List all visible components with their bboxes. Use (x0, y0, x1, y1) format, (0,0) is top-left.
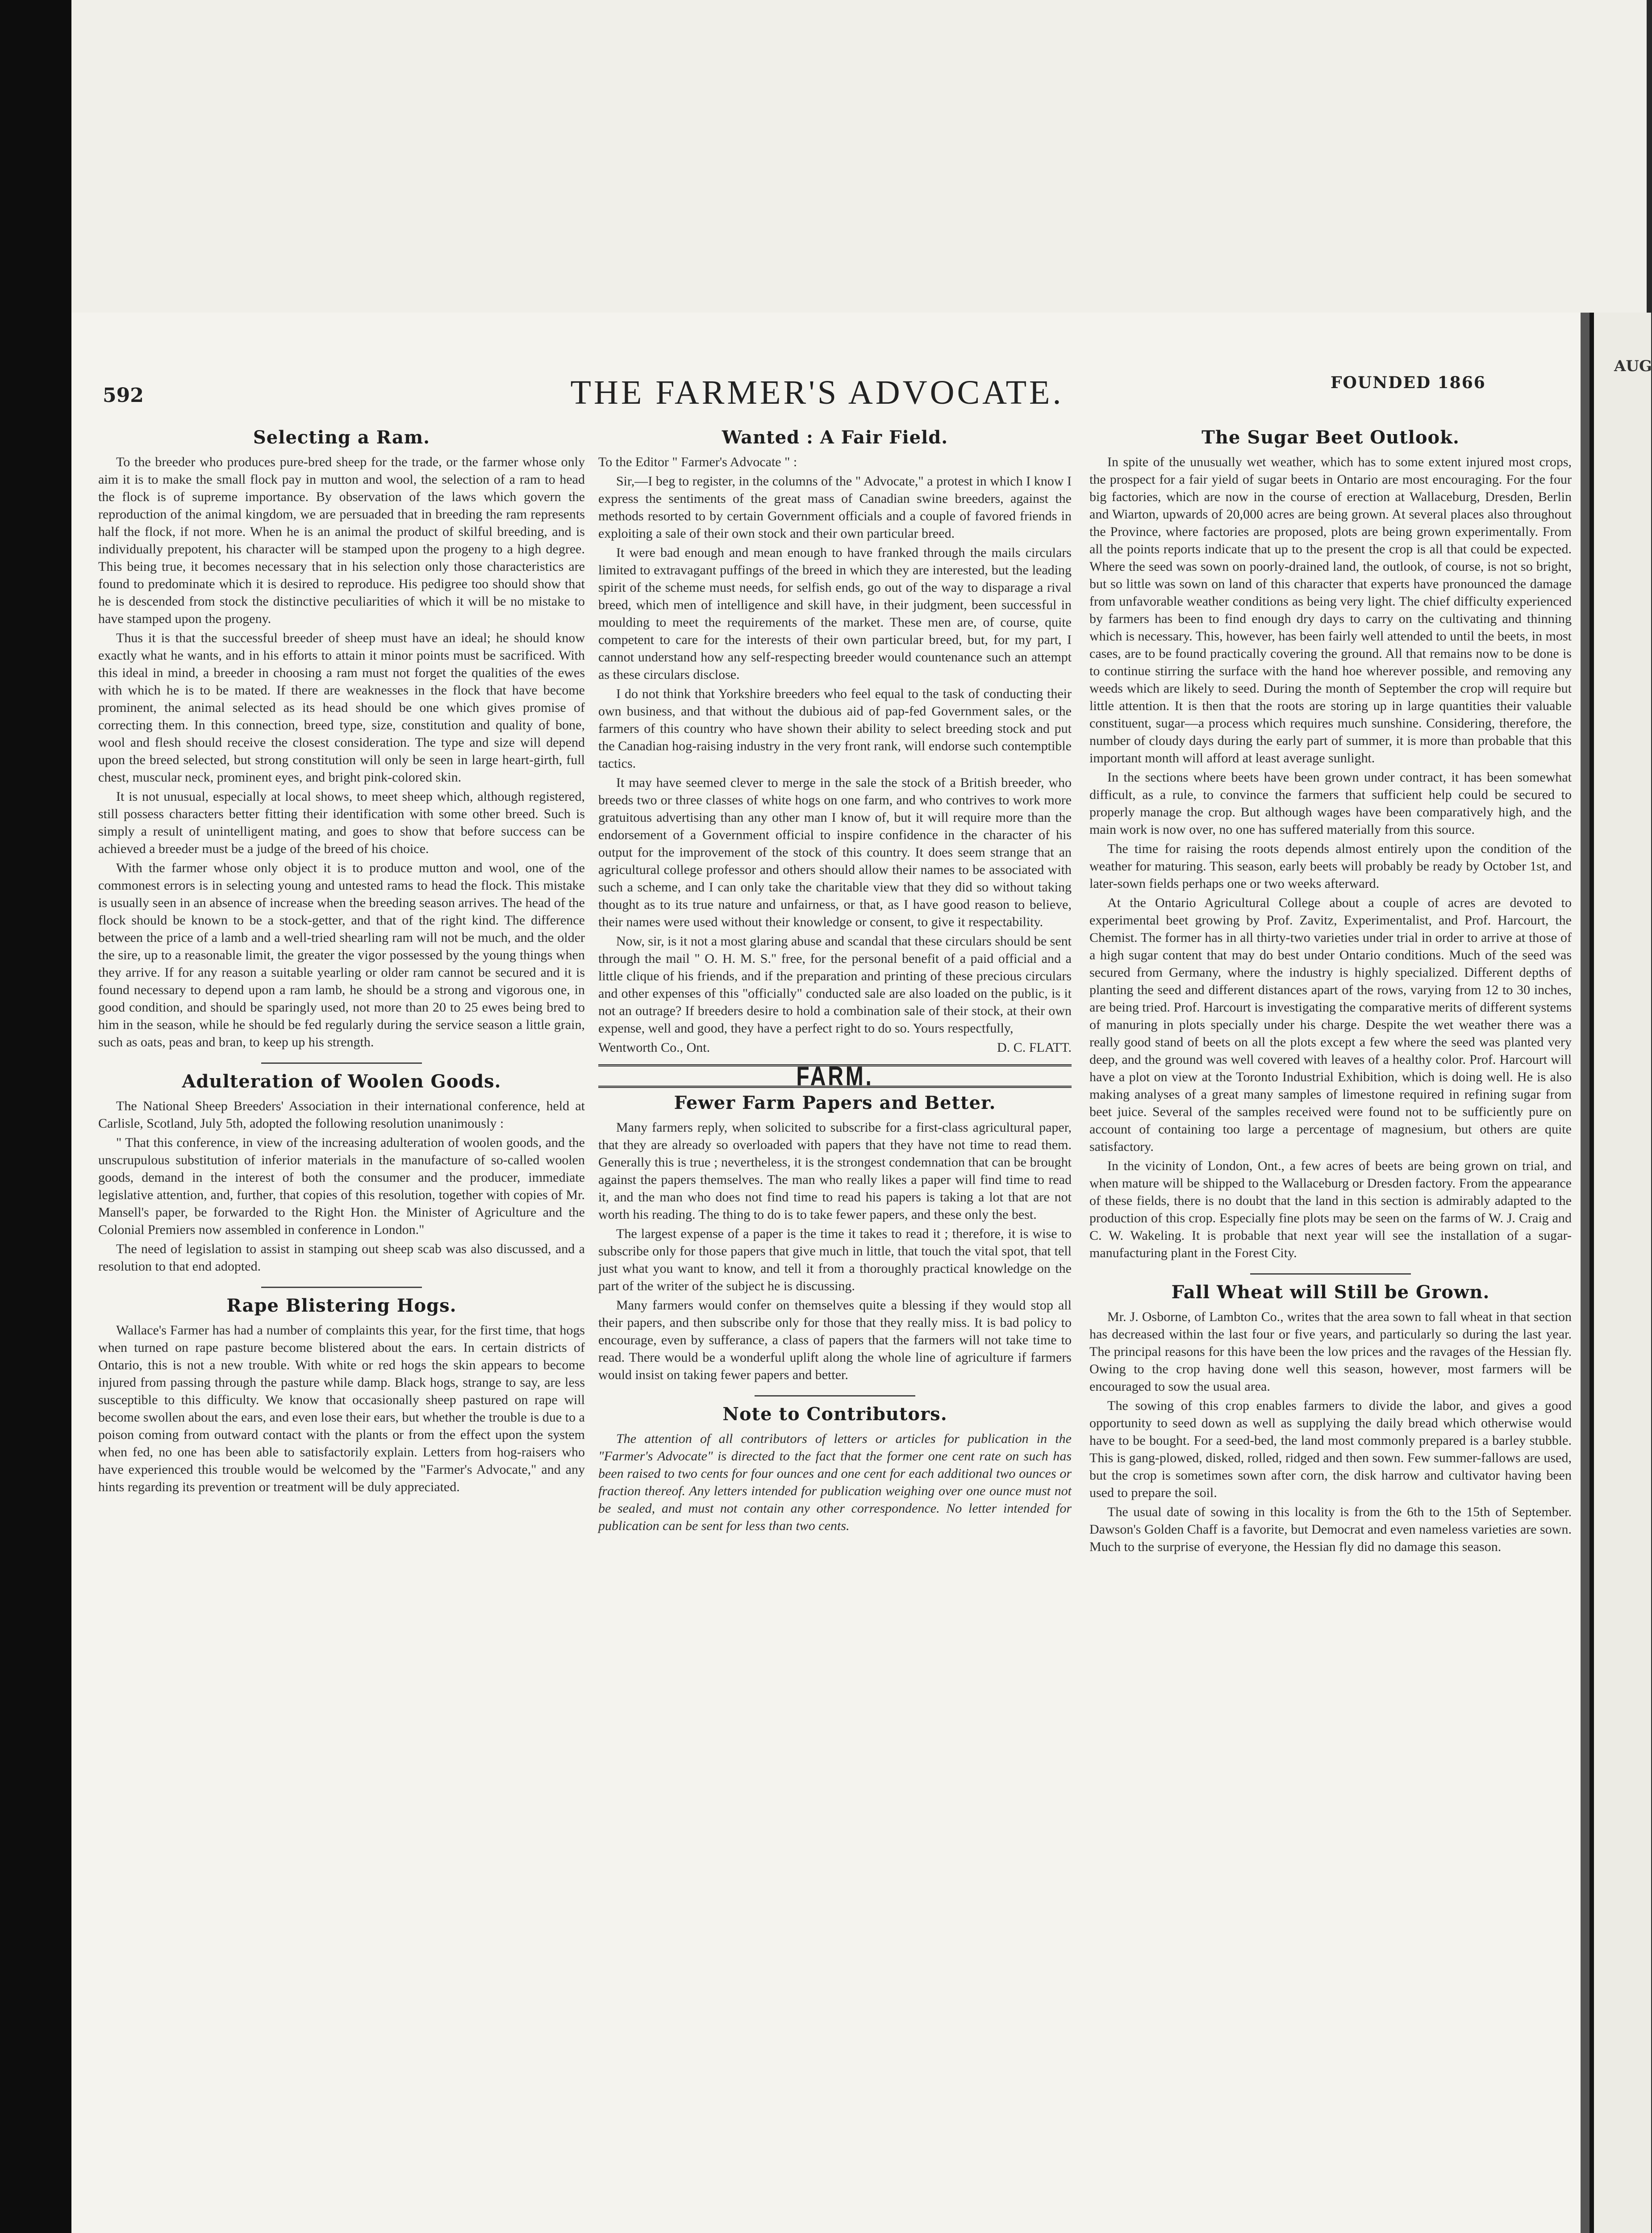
contributors-notice: The attention of all contributors of letters or articles for publication in the "Farmer's Advocate" is directed to the fact that the former one cent rate on such has been raised to two cents for four ounces and one cent for each additional two ounces or fraction thereof. Any letters intended for publication weighing over one ounce must not be sealed, and must not contain any other correspondence. No letter intended for publication can be sent for less than two cents. (598, 1431, 1072, 1533)
article-paragraph: In the sections where beets have been grown under contract, it has been somewhat difficult, as a rule, to convince the farmers that sufficient help could be secured to properly manage the crop. But although wages have been comparatively high, and the main work is now over, no one has suffered materially from this source. (1089, 770, 1572, 837)
scan-border-left (0, 0, 71, 2233)
article-paragraph: The largest expense of a paper is the time it takes to read it ; therefore, it is wise to subscribe only for those papers that give much in little, that touch the vital spot, that tell just what you want to know, and tell it from a thoroughly practical knowledge on the part of the writer of the subject he is discussing. (598, 1226, 1072, 1293)
article-title-fewer-farm-papers: Fewer Farm Papers and Better. (674, 1092, 996, 1113)
adjacent-page (1589, 313, 1651, 2233)
article-paragraph: Many farmers would confer on themselves quite a blessing if they would stop all their papers, and then subscribe only for those that they really miss. It is bad policy to encourage, even by sufferance, a class of papers that the farmers will not take time to read. There would be a wonderful uplift along the whole line of agriculture if farmers would insist on taking fewer papers and better. (598, 1298, 1072, 1382)
adjacent-page-header: AUG (1614, 357, 1652, 375)
article-title-note-to-contributors: Note to Contributors. (722, 1404, 947, 1425)
article-paragraph: The sowing of this crop enables farmers to divide the labor, and gives a good opportunity to seed down as well as supplying the daily bread which otherwise would have to be bought. For a seed-bed, the land most commonly prepared is a barley stubble. This is gang-plowed, disked, rolled, ridged and then sown. Few summer-fallows are used, but the crop is sometimes sown after corn, the disk harrow and cultivator having been used to prepare the soil. (1089, 1398, 1572, 1500)
section-heading-farm: FARM. (796, 1061, 874, 1091)
article-paragraph: It were bad enough and mean enough to have franked through the mails circulars limited to extravagant puffings of the breed in which they are interested, but the leading spirit of the scheme must needs, for selfish ends, go out of the way to disparage a rival breed, which men of intelligence and skill have, in their judgment, been successful in moulding to meet the requirements of the market. These men are, of course, quite competent to care for the interests of their own particular breed, but, for my part, I cannot understand how any self-respecting breeder would countenance such an attempt as these circulars disclose. (598, 545, 1072, 682)
article-title-sugar-beet: The Sugar Beet Outlook. (1201, 427, 1460, 448)
article-paragraph: The National Sheep Breeders' Association in their international conference, held at Carlisle, Scotland, July 5th, adopted the following resolution unanimously : (98, 1099, 585, 1131)
article-title-fair-field: Wanted : A Fair Field. (722, 427, 948, 448)
article-paragraph: Now, sir, is it not a most glaring abuse and scandal that these circulars should be sent through the mail " O. H. M. S." free, for the personal benefit of a paid official and a little clique of his friends, and if the preparation and printing of these precious circulars and other expenses of this "officially" conducted sale are also loaded on the public, is it not an outrage? If breeders desire to hold a combination sale of their stock, at their own expense, well and good, they have a perfect right to do so. Yours respectfully, (598, 934, 1072, 1036)
article-title-rape-blistering: Rape Blistering Hogs. (226, 1295, 457, 1316)
article-paragraph: In the vicinity of London, Ont., a few acres of beets are being grown on trial, and when mature will be shipped to the Wallaceburg or Dresden factory. From the appearance of these fields, there is no doubt that the land in this section is admirably adapted to the production of this crop. Especially fine plots may be seen on the farms of W. J. Craig and C. W. Wakeling. It is probable that next year will see the installation of a sugar-manufacturing plant in the Forest City. (1089, 1158, 1572, 1260)
article-paragraph: It is not unusual, especially at local shows, to meet sheep which, although registered, still possess characters better fitting their identification with some other breed. Such is simply a result of unintelligent mating, and goes to show that before success can be achieved a breeder must be a judge of the breed of his choice. (98, 789, 585, 856)
letter-salutation: To the Editor " Farmer's Advocate " : (598, 455, 797, 469)
article-title-selecting-a-ram: Selecting a Ram. (253, 427, 430, 448)
article-paragraph: Sir,—I beg to register, in the columns of the " Advocate," a protest in which I know I express the sentiments of the great mass of Canadian swine breeders, against the methods resorted to by certain Government officials and a couple of favored friends in exploiting a sale of their own stock and their own particular breed. (598, 474, 1072, 541)
article-paragraph: Thus it is that the successful breeder of sheep must have an ideal; he should know exactly what he wants, and in his efforts to attain it minor points must be sacrificed. With this ideal in mind, a breeder in choosing a ram must not forget the qualities of the ewes with which he is to be mated. If there are weaknesses in the flock that have become prominent, the animal selected as its head should be one which gives promise of correcting them. In this connection, breed type, size, constitution and quality of bone, wool and flesh should receive the closest consideration. The type and size will depend upon the breed selected, but strong constitution will only be seen in large heart-girth, full chest, muscular neck, prominent eyes, and bright pink-colored skin. (98, 631, 585, 785)
founded-line: FOUNDED 1866 (1331, 373, 1486, 392)
article-paragraph: Wallace's Farmer has had a number of complaints this year, for the first time, that hogs when turned on rape pasture become blistered about the ears. In certain districts of Ontario, this is not a new trouble. With white or red hogs the skin appears to become injured from passing through the pasture while damp. Black hogs, strange to say, are less susceptible to this difficulty. We know that occasionally sheep pastured on rape will become swollen about the ears, and even lose their ears, but whether the trouble is due to a poison coming from outward contact with the plants or from the effect upon the system when fed, no one has been able to satisfactorily explain. Letters from hog-raisers who have experienced this trouble would be welcomed by the "Farmer's Advocate," and any hints regarding its prevention or treatment will be duly appreciated. (98, 1323, 585, 1494)
article-paragraph: It may have seemed clever to merge in the sale the stock of a British breeder, who breeds two or three classes of white hogs on one farm, and who contrives to work more gratuitous advertising than any other man I know of, but it will require more than the endorsement of a Government official to inspire confidence in the character of his output for the improvement of the stock of this country. It does seem strange that an agricultural college professor and others should allow their names to be associated with such a scheme, and I can only take the charitable view that they did so without taking thought as to its true nature and unfairness, or that, as I have good reason to believe, their names were used without their knowledge or consent, to give it respectability. (598, 775, 1072, 929)
article-paragraph: " That this conference, in view of the increasing adulteration of woolen goods, and the unscrupulous substitution of inferior materials in the manufacture of so-called woolen goods, demand in the interest of both the consumer and the producer, immediate legislative attention, and, further, that copies of this resolution, together with copies of Mr. Mansell's paper, be forwarded to the Right Hon. the Minister of Agriculture and the Colonial Premiers now assembled in conference in London." (98, 1135, 585, 1237)
scan-margin-top (71, 0, 1647, 313)
masthead: THE FARMER'S ADVOCATE. (570, 374, 1064, 411)
article-paragraph: To the breeder who produces pure-bred sheep for the trade, or the farmer whose only aim it is to make the small flock pay in mutton and wool, the selection of a ram to head the flock is of supreme importance. By observation of the laws which govern the reproduction of the animal kingdom, we are persuaded that in breeding the ram represents half the flock, if not more. When he is an animal the product of skilful breeding, and is individually prepotent, his character will be stamped upon the progeny to a high degree. This being true, it becomes necessary that in his selection only those characteristics are found to predominate which it is desired to reproduce. His pedigree too should show that he is descended from stock the distinctive peculiarities of which it will be no mistake to have stamped upon the progeny. (98, 455, 585, 626)
page-gutter (1581, 313, 1589, 2233)
article-paragraph: In spite of the unusually wet weather, which has to some extent injured most crops, the prospect for a fair yield of sugar beets in Ontario are most encouraging. For the four big factories, which are now in the course of erection at Wallaceburg, Dresden, Berlin and Wiarton, upwards of 20,000 acres are being grown. At several places also throughout the Province, where factories are proposed, plots are being grown experimentally. From all the points reports indicate that up to the present the crop is all that could be expected. Where the seed was sown on poorly-drained land, the outlook, of course, is not so bright, but so little was sown on land of this character that experts have pronounced the damage from unfavorable weather conditions as being very light. The chief difficulty experienced by farmers has been to find enough dry days to carry on the cultivating and thinning which is necessary. This, however, has been fairly well attended to until the beets, in most cases, are to be found practically covering the ground. All that remains now to be done is to continue stirring the surface with the hand hoe wherever possible, and removing any weeds which are likely to seed. During the month of September the crop will require but little attention. It is then that the roots are storing up in large quantities their valuable constituent, sugar—a process which requires much sunshine. Considering, therefore, the number of cloudy days during the early part of summer, it is more than probable that this important month will afford at least average sunlight. (1089, 455, 1572, 765)
article-divider (1250, 1273, 1411, 1275)
article-paragraph: With the farmer whose only object it is to produce mutton and wool, one of the commonest errors is in selecting young and untested rams to head the flock. This mistake is usually seen in an absence of increase when the breeding season arrives. The head of the flock should be known to be a stock-getter, and that of the right kind. The difference between the price of a lamb and a well-tried shearling ram will not be much, and the older the sire, up to a reasonable limit, the greater the vigor possessed by the young things when they arrive. If for any reason a suitable yearling or older ram cannot be secured and it is found necessary to depend upon a ram lamb, he should be a strong and vigorous one, in good condition, and should be sparingly used, not more than 20 to 25 ewes being bred to him in the season, while he should be fed regularly during the service season a little grain, such as oats, peas and bran, to keep up his strength. (98, 861, 585, 1050)
article-paragraph: I do not think that Yorkshire breeders who feel equal to the task of conducting their own business, and that without the dubious aid of pap-fed Government sales, or the farmers of this country who have shown their ability to select breeding stock and put the Canadian hog-raising industry in the very front rank, will endorse such contemptible tactics. (598, 686, 1072, 771)
column-right (1089, 424, 1572, 1557)
article-paragraph: The usual date of sowing in this locality is from the 6th to the 15th of September. Dawson's Golden Chaff is a favorite, but Democrat and even nameless varieties are sown. Much to the surprise of everyone, the Hessian fly did no damage this season. (1089, 1505, 1572, 1554)
letter-signature (598, 1039, 1072, 1056)
article-title-adulteration: Adulteration of Woolen Goods. (182, 1071, 501, 1092)
column-middle (598, 424, 1072, 1536)
article-paragraph: At the Ontario Agricultural College about a couple of acres are devoted to experimental beet growing by Prof. Zavitz, Experimentalist, and Prof. Harcourt, the Chemist. The former has in all thirty-two varieties under trial in order to arrive at those of a high sugar content that may do best under Ontario conditions. Much of the seed was secured from Germany, where the industry is highly specialized. Different depths of planting the seed and different distances apart of the rows, varying from 12 to 30 inches, are being tried. Prof. Harcourt is investigating the comparative merits of different systems of manuring in plots specially under his charge. Despite the wet weather there was a really good stand of beets on all the plots except a few where the seed was planted very deep, and the ground was well covered with leaves of a healthy color. Prof. Harcourt will have a plot on view at the Toronto Industrial Exhibition, which is doing well. He is also making analyses of a great many samples of limestone required in refining sugar from beet juice. Several of the samples received were found not to be sufficiently pure on account of containing too large a percentage of magnesium, but others are quite satisfactory. (1089, 895, 1572, 1154)
article-paragraph: Many farmers reply, when solicited to subscribe for a first-class agricultural paper, that they are already so overloaded with papers that they have not time to read them. Generally this is true ; nevertheless, it is the strongest condemnation that can be brought against the papers themselves. The man who really likes a paper will find time to read it, and the man who does not find time to read his papers is taking a lot that are not worth his reading. The thing to do is to take fewer papers, and these only the best. (598, 1120, 1072, 1222)
column-left (98, 424, 585, 1497)
article-title-fall-wheat: Fall Wheat will Still be Grown. (1171, 1282, 1490, 1303)
article-paragraph: Mr. J. Osborne, of Lambton Co., writes that the area sown to fall wheat in that section has decreased within the last four or five years, and particularly so during the last year. The principal reasons for this have been the low prices and the ravages of the Hessian fly. Owing to the crop having done well this season, however, most farmers will be encouraged to sow the usual area. (1089, 1309, 1572, 1394)
article-divider (261, 1287, 422, 1288)
signature-place: Wentworth Co., Ont. (598, 1040, 710, 1055)
section-heading-box (598, 1061, 1072, 1091)
article-divider (261, 1062, 422, 1064)
article-paragraph: The time for raising the roots depends almost entirely upon the condition of the weather for maturing. This season, early beets will probably be ready by October 1st, and later-sown fields perhaps one or two weeks afterward. (1089, 841, 1572, 891)
signature-name: D. C. FLATT. (997, 1040, 1072, 1055)
page-number: 592 (103, 384, 144, 407)
article-divider (755, 1395, 915, 1397)
article-paragraph: The need of legislation to assist in stamping out sheep scab was also discussed, and a resolution to that end adopted. (98, 1242, 585, 1274)
